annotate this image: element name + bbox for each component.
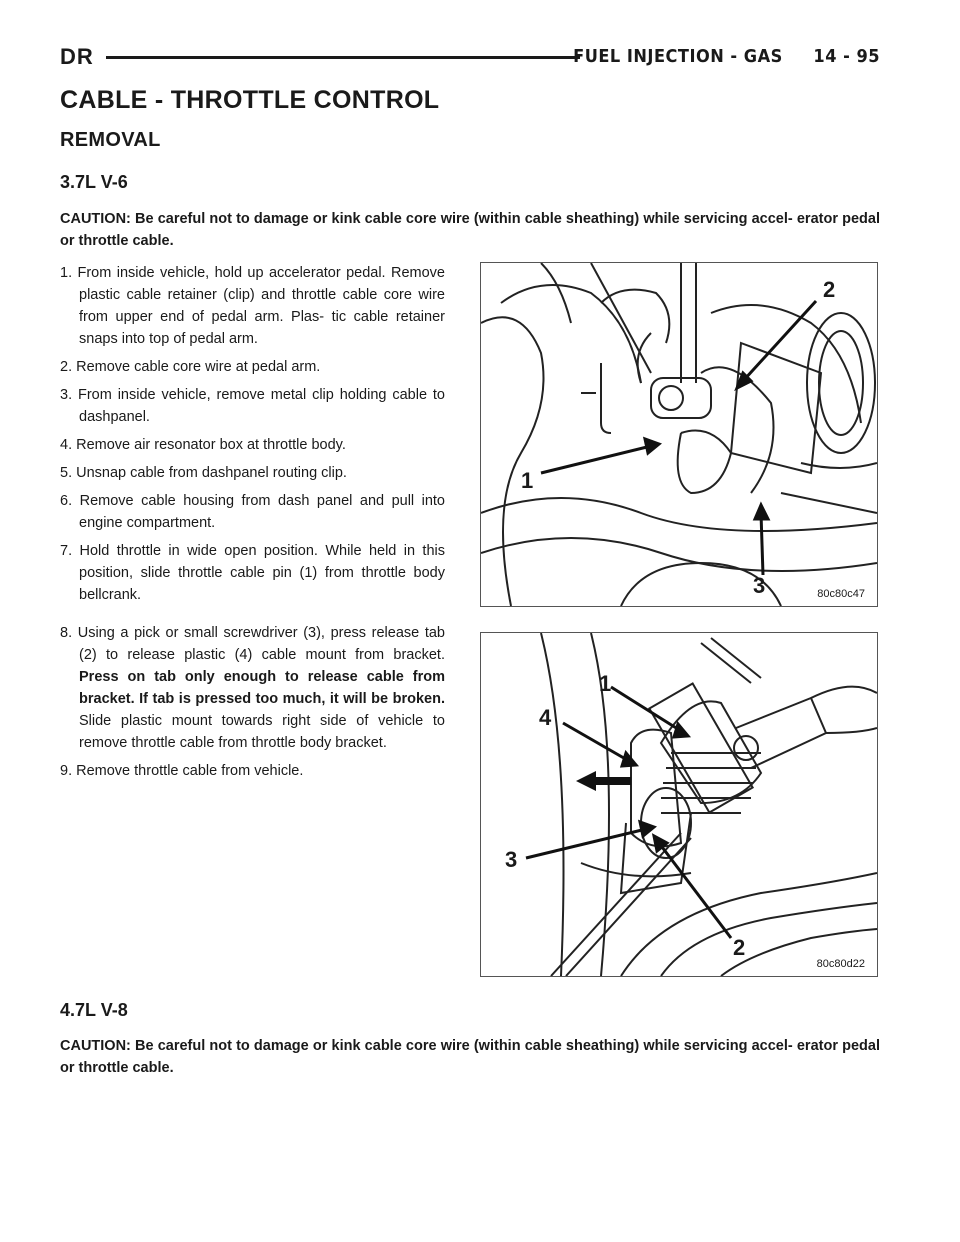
removal-steps-a <box>60 262 445 612</box>
page-title: CABLE - THROTTLE CONTROL <box>60 86 440 114</box>
step-3: 3. From inside vehicle, remove metal clip holding cable to dashpanel. <box>60 387 445 425</box>
callout-3: 3 <box>505 847 518 872</box>
callout-1: 1 <box>599 671 612 696</box>
step-2: 2. Remove cable core wire at pedal arm. <box>60 359 321 375</box>
cable-mount-illustration <box>481 633 877 976</box>
step-8: 8. Using a pick or small screwdriver (3), press release tab (2) to release plastic (4) cable mount from bracket. Press on tab only enough to release cable from bracket. If tab is pressed too much, it will be broken. Slide plastic mount towards right side of vehicle to remove throttle cable from throttle body bracket. <box>60 625 445 751</box>
callout-4: 4 <box>539 705 552 730</box>
step-4: 4. Remove air resonator box at throttle body. <box>60 437 346 453</box>
caution-v8: CAUTION: Be careful not to damage or kink cable core wire (within cable sheathing) while servicing accel- erator pedal or throttle cable. <box>60 1038 880 1076</box>
callout-3: 3 <box>753 573 766 598</box>
figure-cable-mount <box>480 632 878 977</box>
callout-1: 1 <box>521 468 534 493</box>
header-rule <box>106 56 580 59</box>
removal-steps-b <box>60 622 445 788</box>
step-7: 7. Hold throttle in wide open position. While held in this position, slide throttle cable pin (1) from throttle body bellcrank. <box>60 543 445 603</box>
figure-id-2: 80c80d22 <box>816 958 865 970</box>
step-9: 9. Remove throttle cable from vehicle. <box>60 763 304 779</box>
caution-v6: CAUTION: Be careful not to damage or kink cable core wire (within cable sheathing) while servicing accel- erator pedal or throttle cable. <box>60 211 880 249</box>
figure-id-1: 80c80c47 <box>817 588 865 600</box>
engine-heading-v8: 4.7L V-8 <box>60 1000 128 1020</box>
figure-throttle-bellcrank <box>480 262 878 607</box>
callout-2: 2 <box>733 935 746 960</box>
header-section-page: FUEL INJECTION - GAS 14 - 95 <box>573 46 880 67</box>
callout-2: 2 <box>823 277 836 302</box>
step-1: 1. From inside vehicle, hold up accelerator pedal. Remove plastic cable retainer (clip) and throttle cable core wire from upper end of pedal arm. Plas- tic cable retainer snaps into top of pedal arm. <box>60 265 445 347</box>
engine-heading-v6: 3.7L V-6 <box>60 172 128 192</box>
header-manual-code: DR <box>60 44 94 69</box>
step-5: 5. Unsnap cable from dashpanel routing clip. <box>60 465 347 481</box>
page-header <box>60 44 880 70</box>
throttle-bellcrank-illustration <box>481 263 877 606</box>
step-6: 6. Remove cable housing from dash panel and pull into engine compartment. <box>60 493 446 531</box>
section-heading: REMOVAL <box>60 129 161 151</box>
